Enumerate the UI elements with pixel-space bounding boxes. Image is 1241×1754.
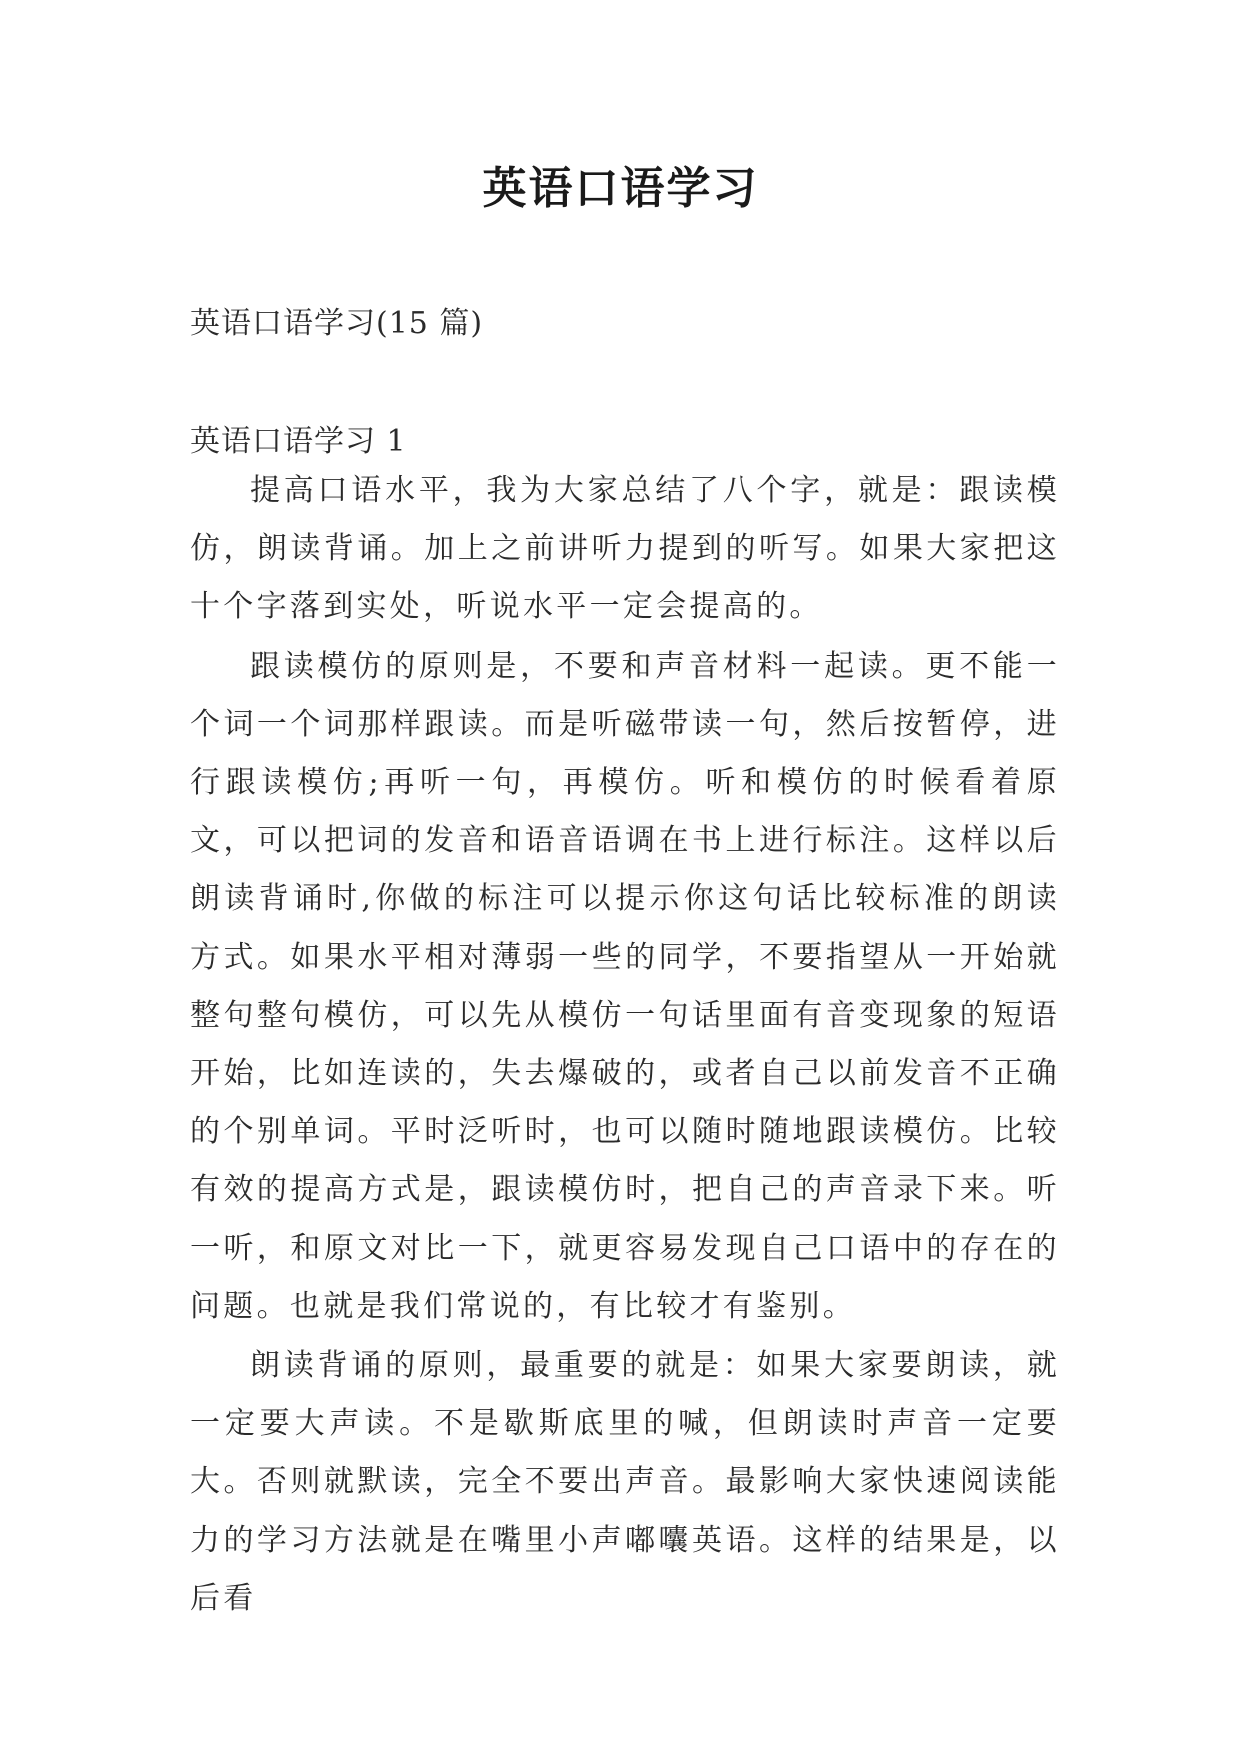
paragraph: 提高口语水平，我为大家总结了八个字，就是：跟读模仿，朗读背诵。加上之前讲听力提到的听写。如果大家把这十个字落到实处，听说水平一定会提高的。 [190,473,1060,625]
document-title: 英语口语学习 [482,163,759,214]
document-subtitle: 英语口语学习(15 篇) [190,306,484,341]
section-heading: 英语口语学习 1 [190,424,407,459]
paragraph: 跟读模仿的原则是，不要和声音材料一起读。更不能一个词一个词那样跟读。而是听磁带读一句，然后按暂停，进行跟读模仿;再听一句，再模仿。听和模仿的时候看着原文，可以把词的发音和语音语调在书上进行标注。这样以后朗读背诵时,你做的标注可以提示你这句话比较标准的朗读方式。如果水平相对薄弱一些的同学，不要指望从一开始就整句整句模仿，可以先从模仿一句话里面有音变现象的短语开始，比如连读的，失去爆破的，或者自己以前发音不正确的个别单词。平时泛听时，也可以随时随地跟读模仿。比较有效的提高方式是，跟读模仿时，把自己的声音录下来。听一听，和原文对比一下，就更容易发现自己口语中的存在的问题。也就是我们常说的，有比较才有鉴别。 [190,648,1060,1324]
body-text [190,462,1060,1629]
paragraph: 朗读背诵的原则，最重要的就是：如果大家要朗读，就一定要大声读。不是歇斯底里的喊，但朗读时声音一定要大。否则就默读，完全不要出声音。最影响大家快速阅读能力的学习方法就是在嘴里小声嘟囔英语。这样的结果是，以后看 [190,1348,1060,1616]
